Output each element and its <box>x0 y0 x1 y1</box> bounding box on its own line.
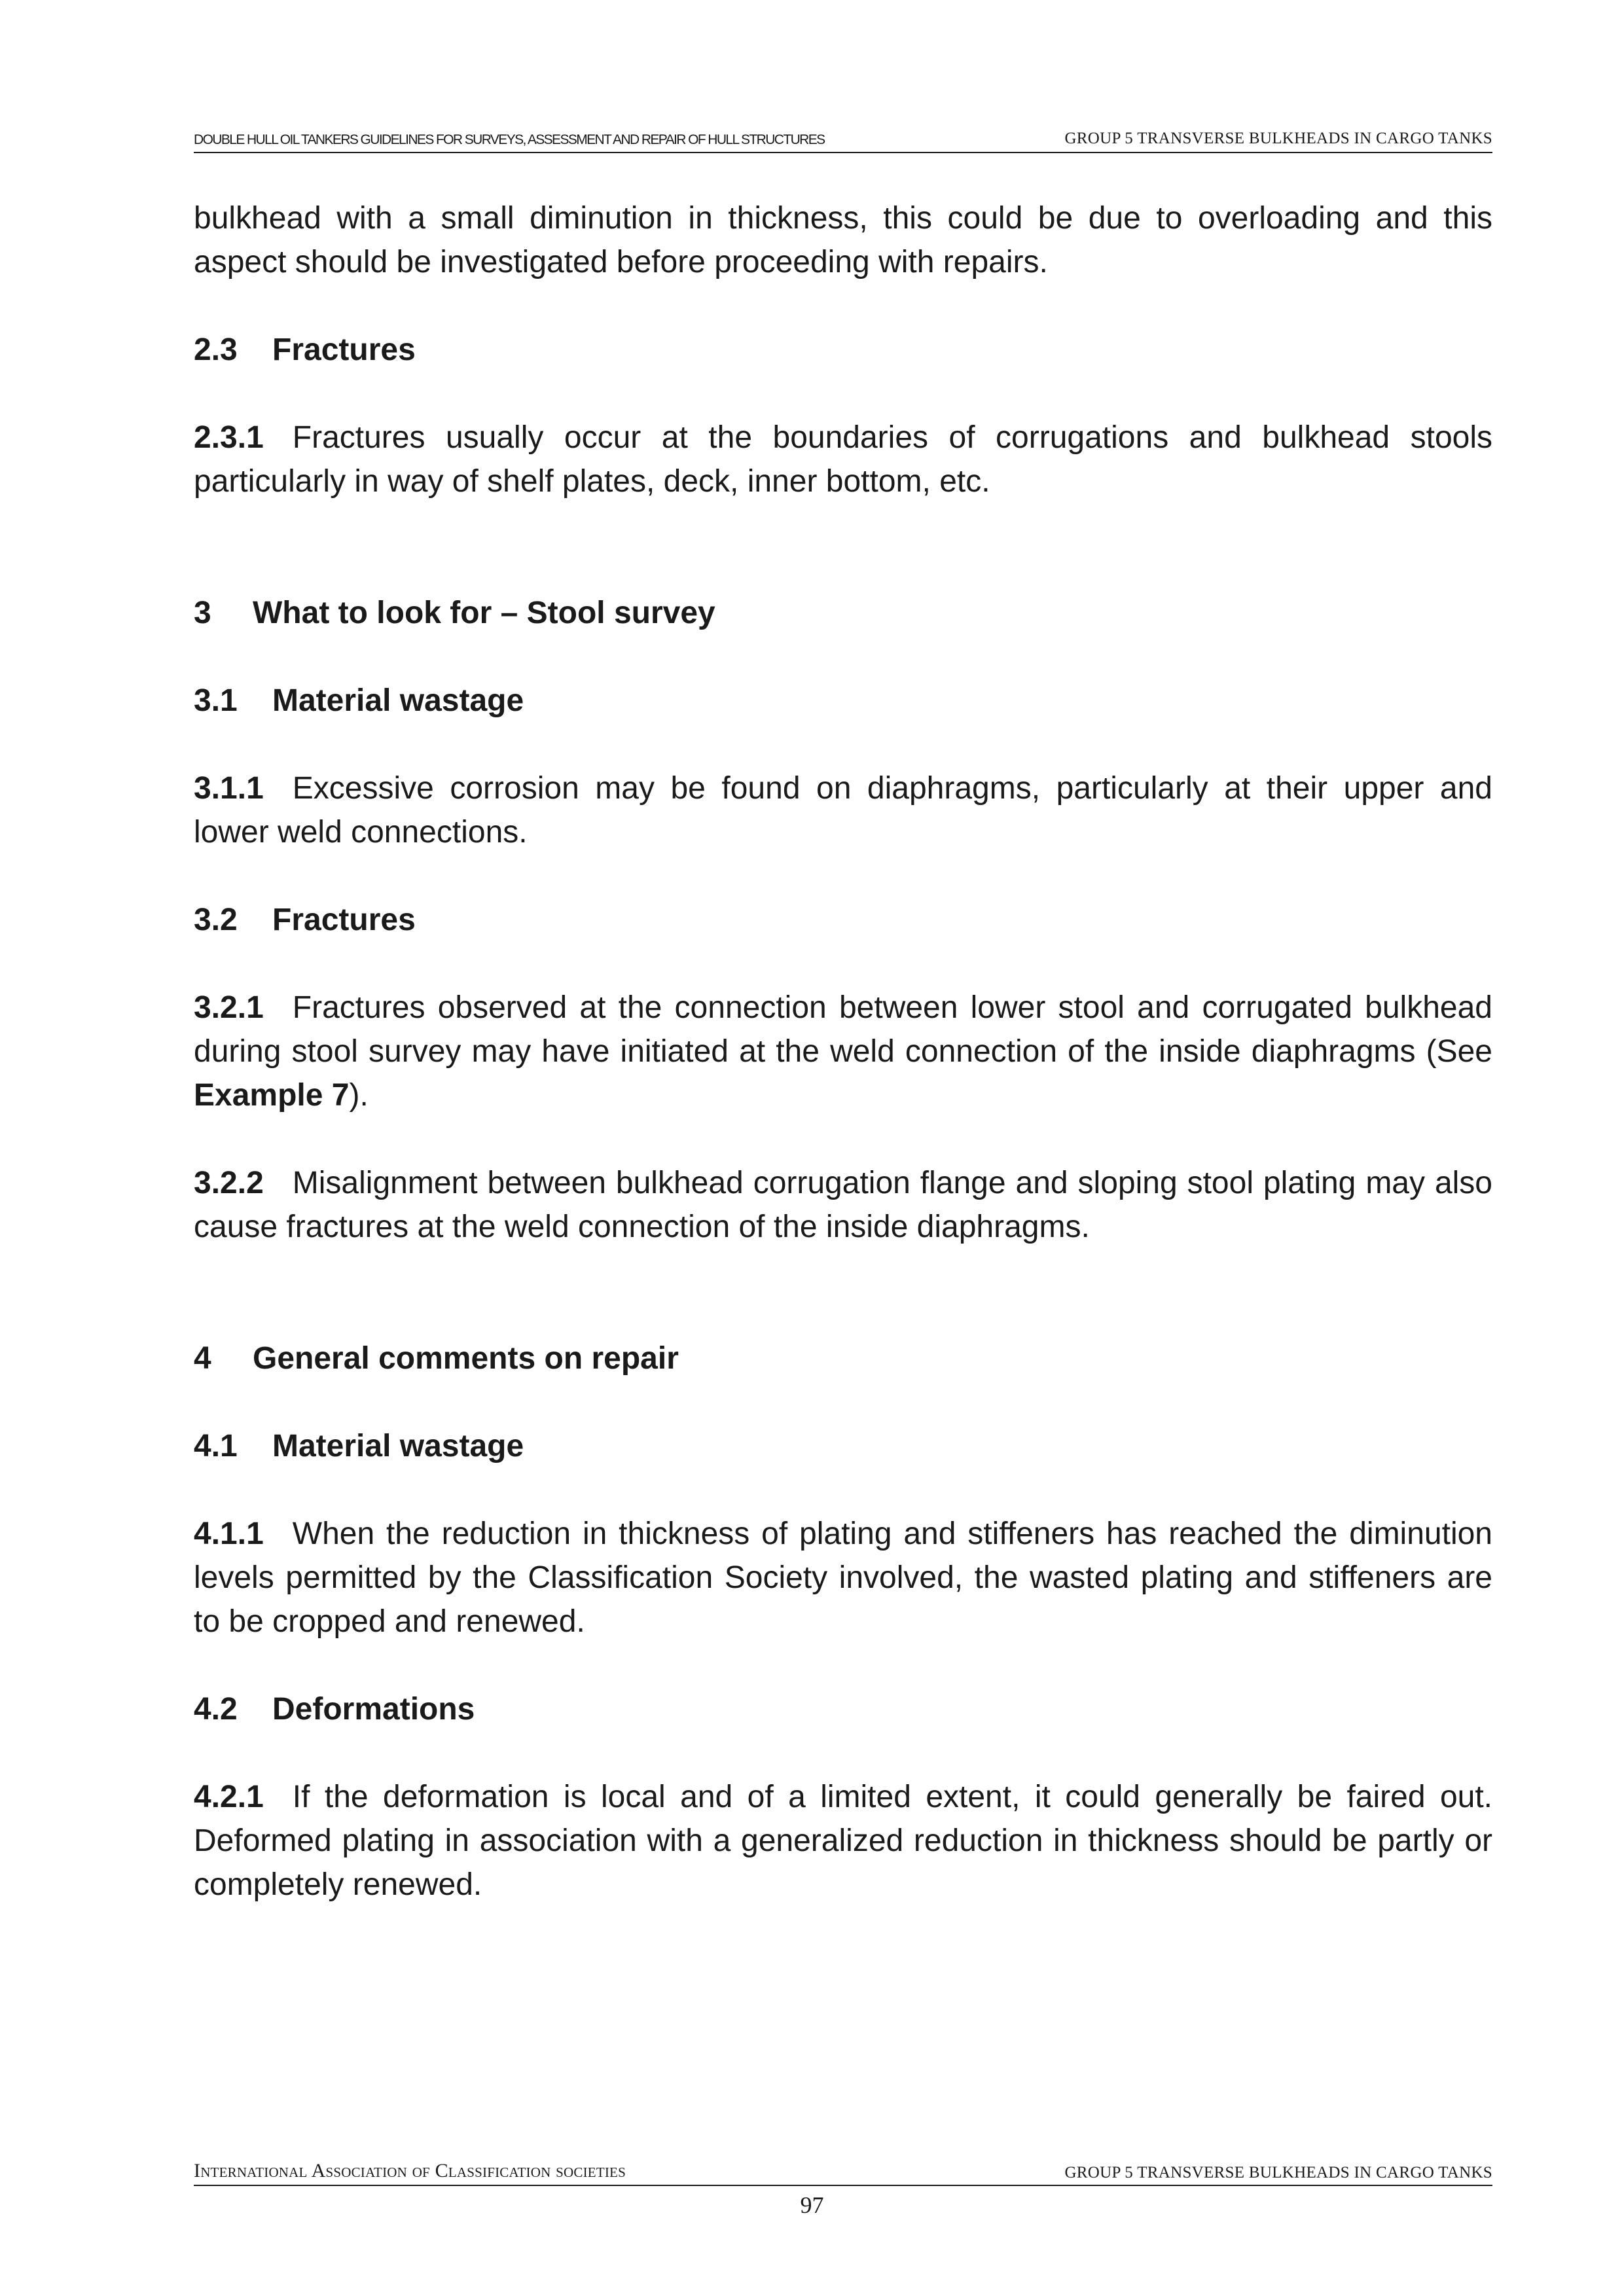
continuation-paragraph: bulkhead with a small diminution in thickness, this could be due to overloading and this aspect should be investigated before proceeding with repairs. <box>194 201 1492 279</box>
paragraph-3-2-2 <box>194 1161 1492 1249</box>
paragraph-4-1-1 <box>194 1512 1492 1643</box>
paragraph-text: If the deformation is local and of a limited extent, it could generally be faired out. Deformed plating in association with a generalized reduction in thickness should be partly or completely renewed. <box>194 1780 1492 1902</box>
footer-section-title: GROUP 5 TRANSVERSE BULKHEADS IN CARGO TANKS <box>1064 2164 1492 2181</box>
header-document-title: DOUBLE HULL OIL TANKERS GUIDELINES FOR SURVEYS, ASSESSMENT AND REPAIR OF HULL STRUCTURES <box>194 132 825 147</box>
paragraph-text: Excessive corrosion may be found on diaphragms, particularly at their upper and lower weld connections. <box>194 771 1492 850</box>
paragraph-number: 3.2.2 <box>194 1166 264 1200</box>
heading-number: 4 <box>194 1341 211 1376</box>
paragraph-number: 3.2.1 <box>194 990 264 1025</box>
heading-number: 3.2 <box>194 903 238 937</box>
running-footer <box>194 2159 1492 2186</box>
heading-title: Fractures <box>272 903 416 937</box>
heading-3-2 <box>194 898 1492 942</box>
paragraph-text-end: ). <box>349 1078 369 1113</box>
paragraph-number: 4.1.1 <box>194 1516 264 1551</box>
paragraph-number: 3.1.1 <box>194 771 264 806</box>
heading-title: Fractures <box>272 332 416 367</box>
header-section-title: GROUP 5 TRANSVERSE BULKHEADS IN CARGO TANKS <box>1064 130 1492 147</box>
paragraph-3-2-1 <box>194 986 1492 1117</box>
heading-title: What to look for – Stool survey <box>253 596 715 630</box>
paragraph-text: Fractures usually occur at the boundaries of corrugations and bulkhead stools particularly in way of shelf plates, deck, inner bottom, etc. <box>194 420 1492 499</box>
paragraph-number: 2.3.1 <box>194 420 264 455</box>
heading-number: 2.3 <box>194 332 238 367</box>
paragraph-2-3-1 <box>194 416 1492 503</box>
footer-organization: International Association of Classification societies <box>194 2160 626 2181</box>
paragraph-4-2-1 <box>194 1775 1492 1907</box>
paragraph-text: When the reduction in thickness of plating and stiffeners has reached the diminution levels permitted by the Classification Society involved, the wasted plating and stiffeners are to be cropped and renewed. <box>194 1516 1492 1639</box>
heading-title: General comments on repair <box>253 1341 679 1376</box>
heading-title: Deformations <box>272 1692 475 1727</box>
running-header <box>194 128 1492 153</box>
example-reference: Example 7 <box>194 1078 350 1113</box>
heading-3 <box>194 591 1492 635</box>
heading-4-1 <box>194 1424 1492 1468</box>
heading-number: 3 <box>194 596 211 630</box>
paragraph-number: 4.2.1 <box>194 1780 264 1814</box>
heading-3-1 <box>194 679 1492 723</box>
heading-4 <box>194 1336 1492 1380</box>
paragraph-text: Fractures observed at the connection between lower stool and corrugated bulkhead during stool survey may have initiated at the weld connection of the inside diaphragms (See <box>194 990 1492 1069</box>
paragraph-3-1-1 <box>194 766 1492 854</box>
heading-number: 4.1 <box>194 1429 238 1463</box>
page-number: 97 <box>800 2192 824 2218</box>
heading-2-3 <box>194 328 1492 372</box>
heading-number: 3.1 <box>194 683 238 718</box>
heading-4-2 <box>194 1687 1492 1731</box>
paragraph-text: Misalignment between bulkhead corrugation flange and sloping stool plating may also cause fractures at the weld connection of the inside diaphragms. <box>194 1166 1492 1244</box>
heading-title: Material wastage <box>272 683 524 718</box>
heading-title: Material wastage <box>272 1429 524 1463</box>
body-text <box>194 196 1492 1907</box>
heading-number: 4.2 <box>194 1692 238 1727</box>
